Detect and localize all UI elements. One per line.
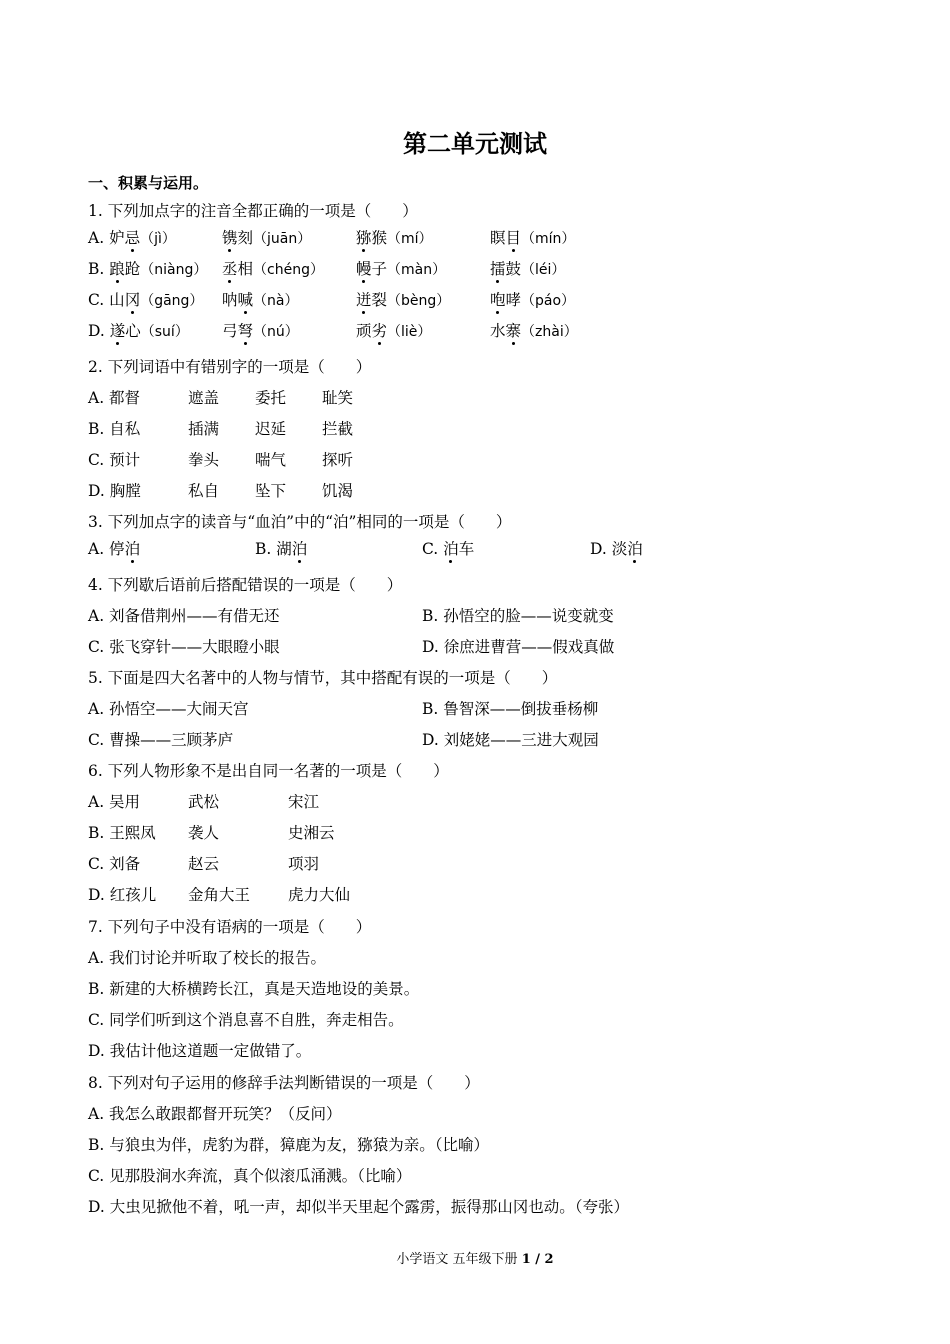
page-title: 第二单元测试 (403, 130, 547, 158)
pinyin: （léi） (521, 262, 566, 278)
q3-option (590, 538, 643, 560)
q1-option-cell (88, 320, 189, 342)
q2-option-word: 饥渴 (322, 482, 354, 500)
q6-option-name: A. 吴用 (88, 793, 141, 811)
q1-option-cell (490, 227, 575, 249)
q1-option-cell (88, 227, 176, 249)
dotted-char: 泊 (124, 540, 141, 558)
q5-stem: 5. 下面是四大名著中的人物与情节，其中搭配有误的一项是（ ） (88, 669, 558, 687)
word-char: 弓 (222, 322, 238, 340)
q6-option-name: C. 刘备 (88, 855, 141, 873)
footer-page-number: 1 / 2 (521, 1252, 554, 1267)
q6-option-name: 项羽 (288, 855, 320, 873)
q1-option-cell (222, 227, 311, 249)
q1-option-cell (356, 258, 446, 280)
q2-option-word: 迟延 (255, 420, 287, 438)
q4-option-b: B. 孙悟空的脸——说变就变 (422, 607, 614, 625)
option-text: B. 湖 (255, 540, 292, 558)
dotted-char: 泊 (443, 540, 459, 558)
pinyin: （nú） (253, 324, 299, 340)
pinyin: （jì） (140, 231, 176, 247)
q6-stem: 6. 下列人物形象不是出自同一名著的一项是（ ） (88, 762, 449, 780)
word-char: 水 (490, 322, 506, 340)
q1-option-cell (222, 258, 324, 280)
q2-option-word: B. 自私 (88, 420, 141, 438)
q1-option-cell (490, 258, 565, 280)
q2-option-word: A. 都督 (88, 389, 141, 407)
q1-stem: 1. 下列加点字的注音全都正确的一项是（ ） (88, 202, 418, 220)
q2-option-word: 喘气 (255, 451, 287, 469)
section-heading: 一、积累与运用。 (88, 174, 209, 192)
q2-stem: 2. 下列词语中有错别字的一项是（ ） (88, 358, 372, 376)
q2-option-word: D. 胸膛 (88, 482, 141, 500)
q2-option-word: 私自 (188, 482, 220, 500)
word-char: 顽 (356, 322, 372, 340)
dotted-char: 咆 (490, 291, 506, 309)
dotted-char: 猕 (356, 229, 372, 247)
option-letter: B. (88, 260, 110, 278)
q2-option-word: 耻笑 (322, 389, 354, 407)
q3-stem: 3. 下列加点字的读音与“血泊”中的“泊”相同的一项是（ ） (88, 513, 512, 531)
word-char: 鼓 (505, 260, 522, 278)
q6-option-name: 武松 (188, 793, 220, 811)
q5-option-b: B. 鲁智深——倒拔垂杨柳 (422, 700, 599, 718)
pinyin: （mí） (387, 231, 433, 247)
q5-option-c: C. 曹操——三顾茅庐 (88, 731, 234, 749)
option-text: D. 淡 (590, 540, 628, 558)
q7-option-c: C. 同学们听到这个消息喜不自胜，奔走相告。 (88, 1011, 404, 1029)
pinyin: （suí） (140, 324, 189, 340)
q4-option-a: A. 刘备借荆州——有借无还 (88, 607, 280, 625)
word-char: 心 (125, 322, 141, 340)
q7-option-a: A. 我们讨论并听取了校长的报告。 (88, 949, 327, 967)
q2-option-word: 遮盖 (188, 389, 220, 407)
q6-option-name: 虎力大仙 (288, 886, 351, 904)
option-letter: C. (88, 291, 110, 309)
dotted-char: 弩 (237, 322, 254, 340)
dotted-char: 镌 (222, 229, 238, 247)
option-text: A. 停 (88, 540, 125, 558)
dotted-char: 踉 (109, 260, 125, 278)
q8-option-d: D. 大虫见掀他不着，吼一声，却似半天里起个露雳，振得那山冈也动。（夸张） (88, 1198, 629, 1216)
q2-option-word: C. 预计 (88, 451, 141, 469)
pinyin: （niàng） (140, 262, 208, 278)
q7-option-d: D. 我估计他这道题一定做错了。 (88, 1042, 312, 1060)
q4-stem: 4. 下列歇后语前后搭配错误的一项是（ ） (88, 576, 403, 594)
word-char: 哮 (505, 291, 522, 309)
option-text: C. (422, 540, 444, 558)
word-char: 呐 (222, 291, 238, 309)
dotted-char: 目 (505, 229, 522, 247)
q1-option-cell (356, 227, 433, 249)
word-char: 瞑 (490, 229, 506, 247)
q1-option-cell (222, 320, 299, 342)
dotted-char: 喊 (237, 291, 254, 309)
option-letter: D. (88, 322, 110, 340)
pinyin: （liè） (387, 324, 432, 340)
q2-option-word: 委托 (255, 389, 287, 407)
pinyin: （zhài） (521, 324, 578, 340)
q8-option-a: A. 我怎么敢跟都督开玩笑？（反问） (88, 1105, 342, 1123)
pinyin: （chéng） (253, 262, 324, 278)
q6-option-name: 袭人 (188, 824, 220, 842)
dotted-char: 寨 (505, 322, 522, 340)
q2-option-word: 插满 (188, 420, 220, 438)
option-text: 车 (458, 540, 475, 558)
q3-option (422, 538, 474, 560)
footer-subject: 小学语文 五年级下册 (396, 1252, 522, 1267)
q1-option-cell (222, 289, 298, 311)
q3-option (88, 538, 140, 560)
q1-option-cell (88, 289, 203, 311)
dotted-char: 丞 (222, 260, 238, 278)
q1-option-cell (356, 289, 450, 311)
q3-option (255, 538, 307, 560)
dotted-char: 泊 (291, 540, 308, 558)
word-char: 刻 (237, 229, 254, 247)
pinyin: （juān） (253, 231, 312, 247)
dotted-char: 冈 (124, 291, 141, 309)
q2-option-word: 坠下 (255, 482, 287, 500)
q1-option-cell (490, 320, 578, 342)
q4-option-c: C. 张飞穿针——大眼瞪小眼 (88, 638, 280, 656)
pinyin: （màn） (387, 262, 447, 278)
q6-option-name: 金角大王 (188, 886, 251, 904)
word-char: 猴 (371, 229, 388, 247)
word-char: 妒 (109, 229, 125, 247)
q5-option-a: A. 孙悟空——大闹天宫 (88, 700, 249, 718)
pinyin: （gāng） (140, 293, 204, 309)
word-char: 山 (109, 291, 125, 309)
q6-option-name: 赵云 (188, 855, 220, 873)
q4-option-d: D. 徐庶进曹营——假戏真做 (422, 638, 615, 656)
q5-option-d: D. 刘姥姥——三进大观园 (422, 731, 599, 749)
pinyin: （mín） (521, 231, 576, 247)
q2-option-word: 拳头 (188, 451, 220, 469)
q1-option-cell (356, 320, 431, 342)
dotted-char: 泊 (627, 540, 643, 558)
q8-option-c: C. 见那股涧水奔流，真个似滚瓜涌溅。（比喻） (88, 1167, 412, 1185)
dotted-char: 迸 (356, 291, 372, 309)
option-letter: A. (88, 229, 110, 247)
q6-option-name: B. 王熙凤 (88, 824, 156, 842)
page-footer (0, 1248, 950, 1267)
q6-option-name: 史湘云 (288, 824, 335, 842)
q6-option-name: 宋江 (288, 793, 320, 811)
word-char: 子 (371, 260, 388, 278)
dotted-char: 幔 (356, 260, 372, 278)
q1-option-cell (88, 258, 207, 280)
dotted-char: 遂 (109, 322, 126, 340)
pinyin: （páo） (521, 293, 576, 309)
q8-option-b: B. 与狼虫为伴，虎豹为群，獐鹿为友，猕猿为亲。（比喻） (88, 1136, 489, 1154)
q1-option-cell (490, 289, 575, 311)
q2-option-word: 探听 (322, 451, 354, 469)
word-char: 相 (237, 260, 254, 278)
pinyin: （nà） (253, 293, 299, 309)
dotted-char: 擂 (490, 260, 506, 278)
dotted-char: 忌 (124, 229, 141, 247)
q2-option-word: 拦截 (322, 420, 354, 438)
dotted-char: 劣 (371, 322, 388, 340)
word-char: 裂 (371, 291, 388, 309)
q6-option-name: D. 红孩儿 (88, 886, 157, 904)
pinyin: （bèng） (387, 293, 451, 309)
q8-stem: 8. 下列对句子运用的修辞手法判断错误的一项是（ ） (88, 1074, 480, 1092)
q7-stem: 7. 下列句子中没有语病的一项是（ ） (88, 918, 372, 936)
q7-option-b: B. 新建的大桥横跨长江，真是天造地设的美景。 (88, 980, 420, 998)
word-char: 跄 (124, 260, 141, 278)
